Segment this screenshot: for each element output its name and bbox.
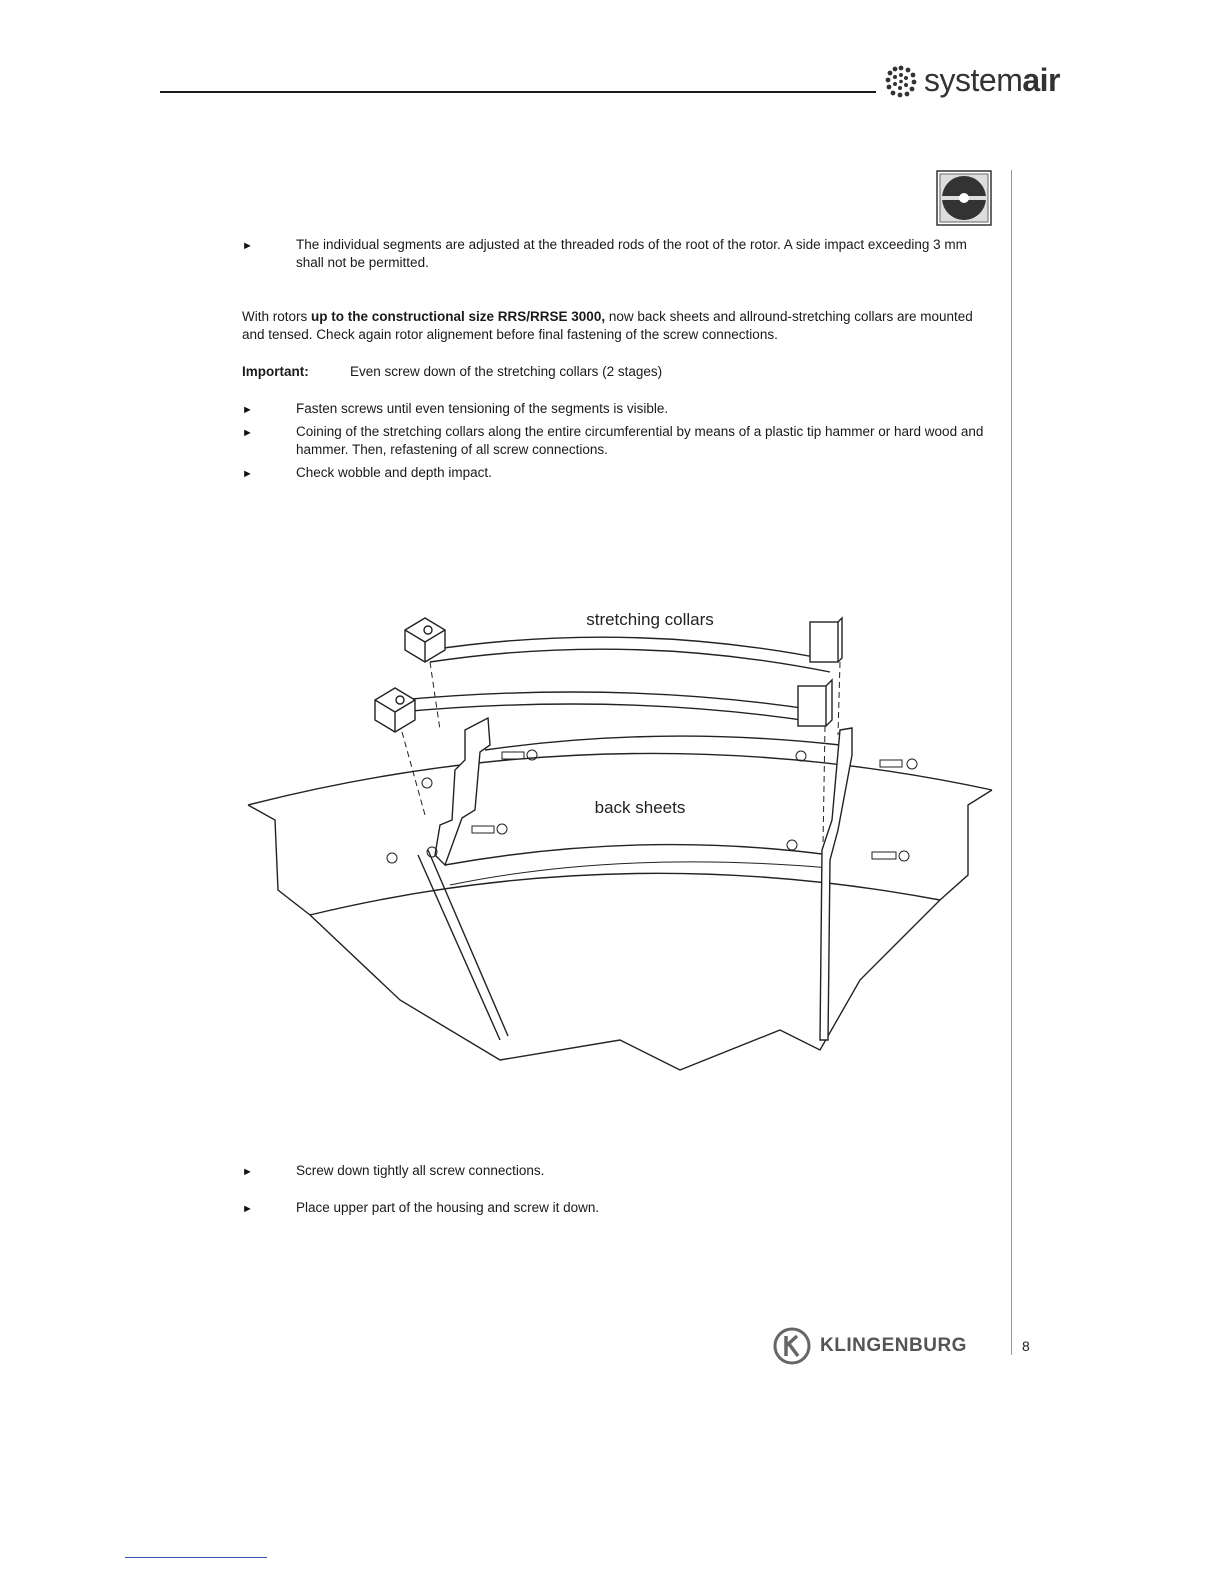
page-number: 8 xyxy=(1022,1338,1030,1354)
bullet-screw-down: Screw down tightly all screw connections. xyxy=(296,1163,545,1178)
rotor-icon xyxy=(936,170,992,226)
important-label: Important: xyxy=(242,364,309,379)
footnote-rule xyxy=(125,1557,267,1558)
systemair-wordmark: systemair xyxy=(924,62,1060,98)
klingenburg-k-icon xyxy=(772,1326,812,1366)
bullet-arrow-icon: ► xyxy=(242,468,253,480)
bullet-fasten-screws: Fasten screws until even tensioning of the segments is visible. xyxy=(296,401,669,416)
bullet-arrow-icon: ► xyxy=(242,1166,253,1178)
bullet-arrow-icon: ► xyxy=(242,240,253,252)
paragraph-rotor-size: With rotors up to the constructional size RRS/RRSE 3000, now back sheets and allround-stretching collars are mounted and tensed. Check again rotor alignement before final fastening of the screw connections. xyxy=(242,309,973,342)
bullet-arrow-icon: ► xyxy=(242,1203,253,1215)
klingenburg-logo xyxy=(772,1326,967,1366)
bullet-arrow-icon: ► xyxy=(242,404,253,416)
label-stretching-collars: stretching collars xyxy=(586,610,714,629)
important-text: Even screw down of the stretching collars (2 stages) xyxy=(350,364,663,379)
bullet-arrow-icon: ► xyxy=(242,427,253,439)
label-back-sheets: back sheets xyxy=(594,798,686,817)
bullet-adjust-segments: The individual segments are adjusted at the threaded rods of the root of the rotor. A side impact exceeding 3 mm shall not be permitted. xyxy=(296,237,967,270)
systemair-logo xyxy=(884,62,1060,99)
bullet-check-wobble: Check wobble and depth impact. xyxy=(296,465,492,480)
assembly-diagram xyxy=(240,600,1000,1080)
bullet-coining: Coining of the stretching collars along the entire circumferential by means of a plastic tip hammer or hard wood and hammer. Then, refastening of all screw connections. xyxy=(296,424,984,457)
klingenburg-wordmark: KLINGENBURG xyxy=(820,1335,967,1356)
systemair-dots-icon xyxy=(884,64,918,98)
side-rule xyxy=(1011,170,1012,1355)
header-rule xyxy=(160,91,876,93)
bullet-place-housing: Place upper part of the housing and screw it down. xyxy=(296,1200,600,1215)
